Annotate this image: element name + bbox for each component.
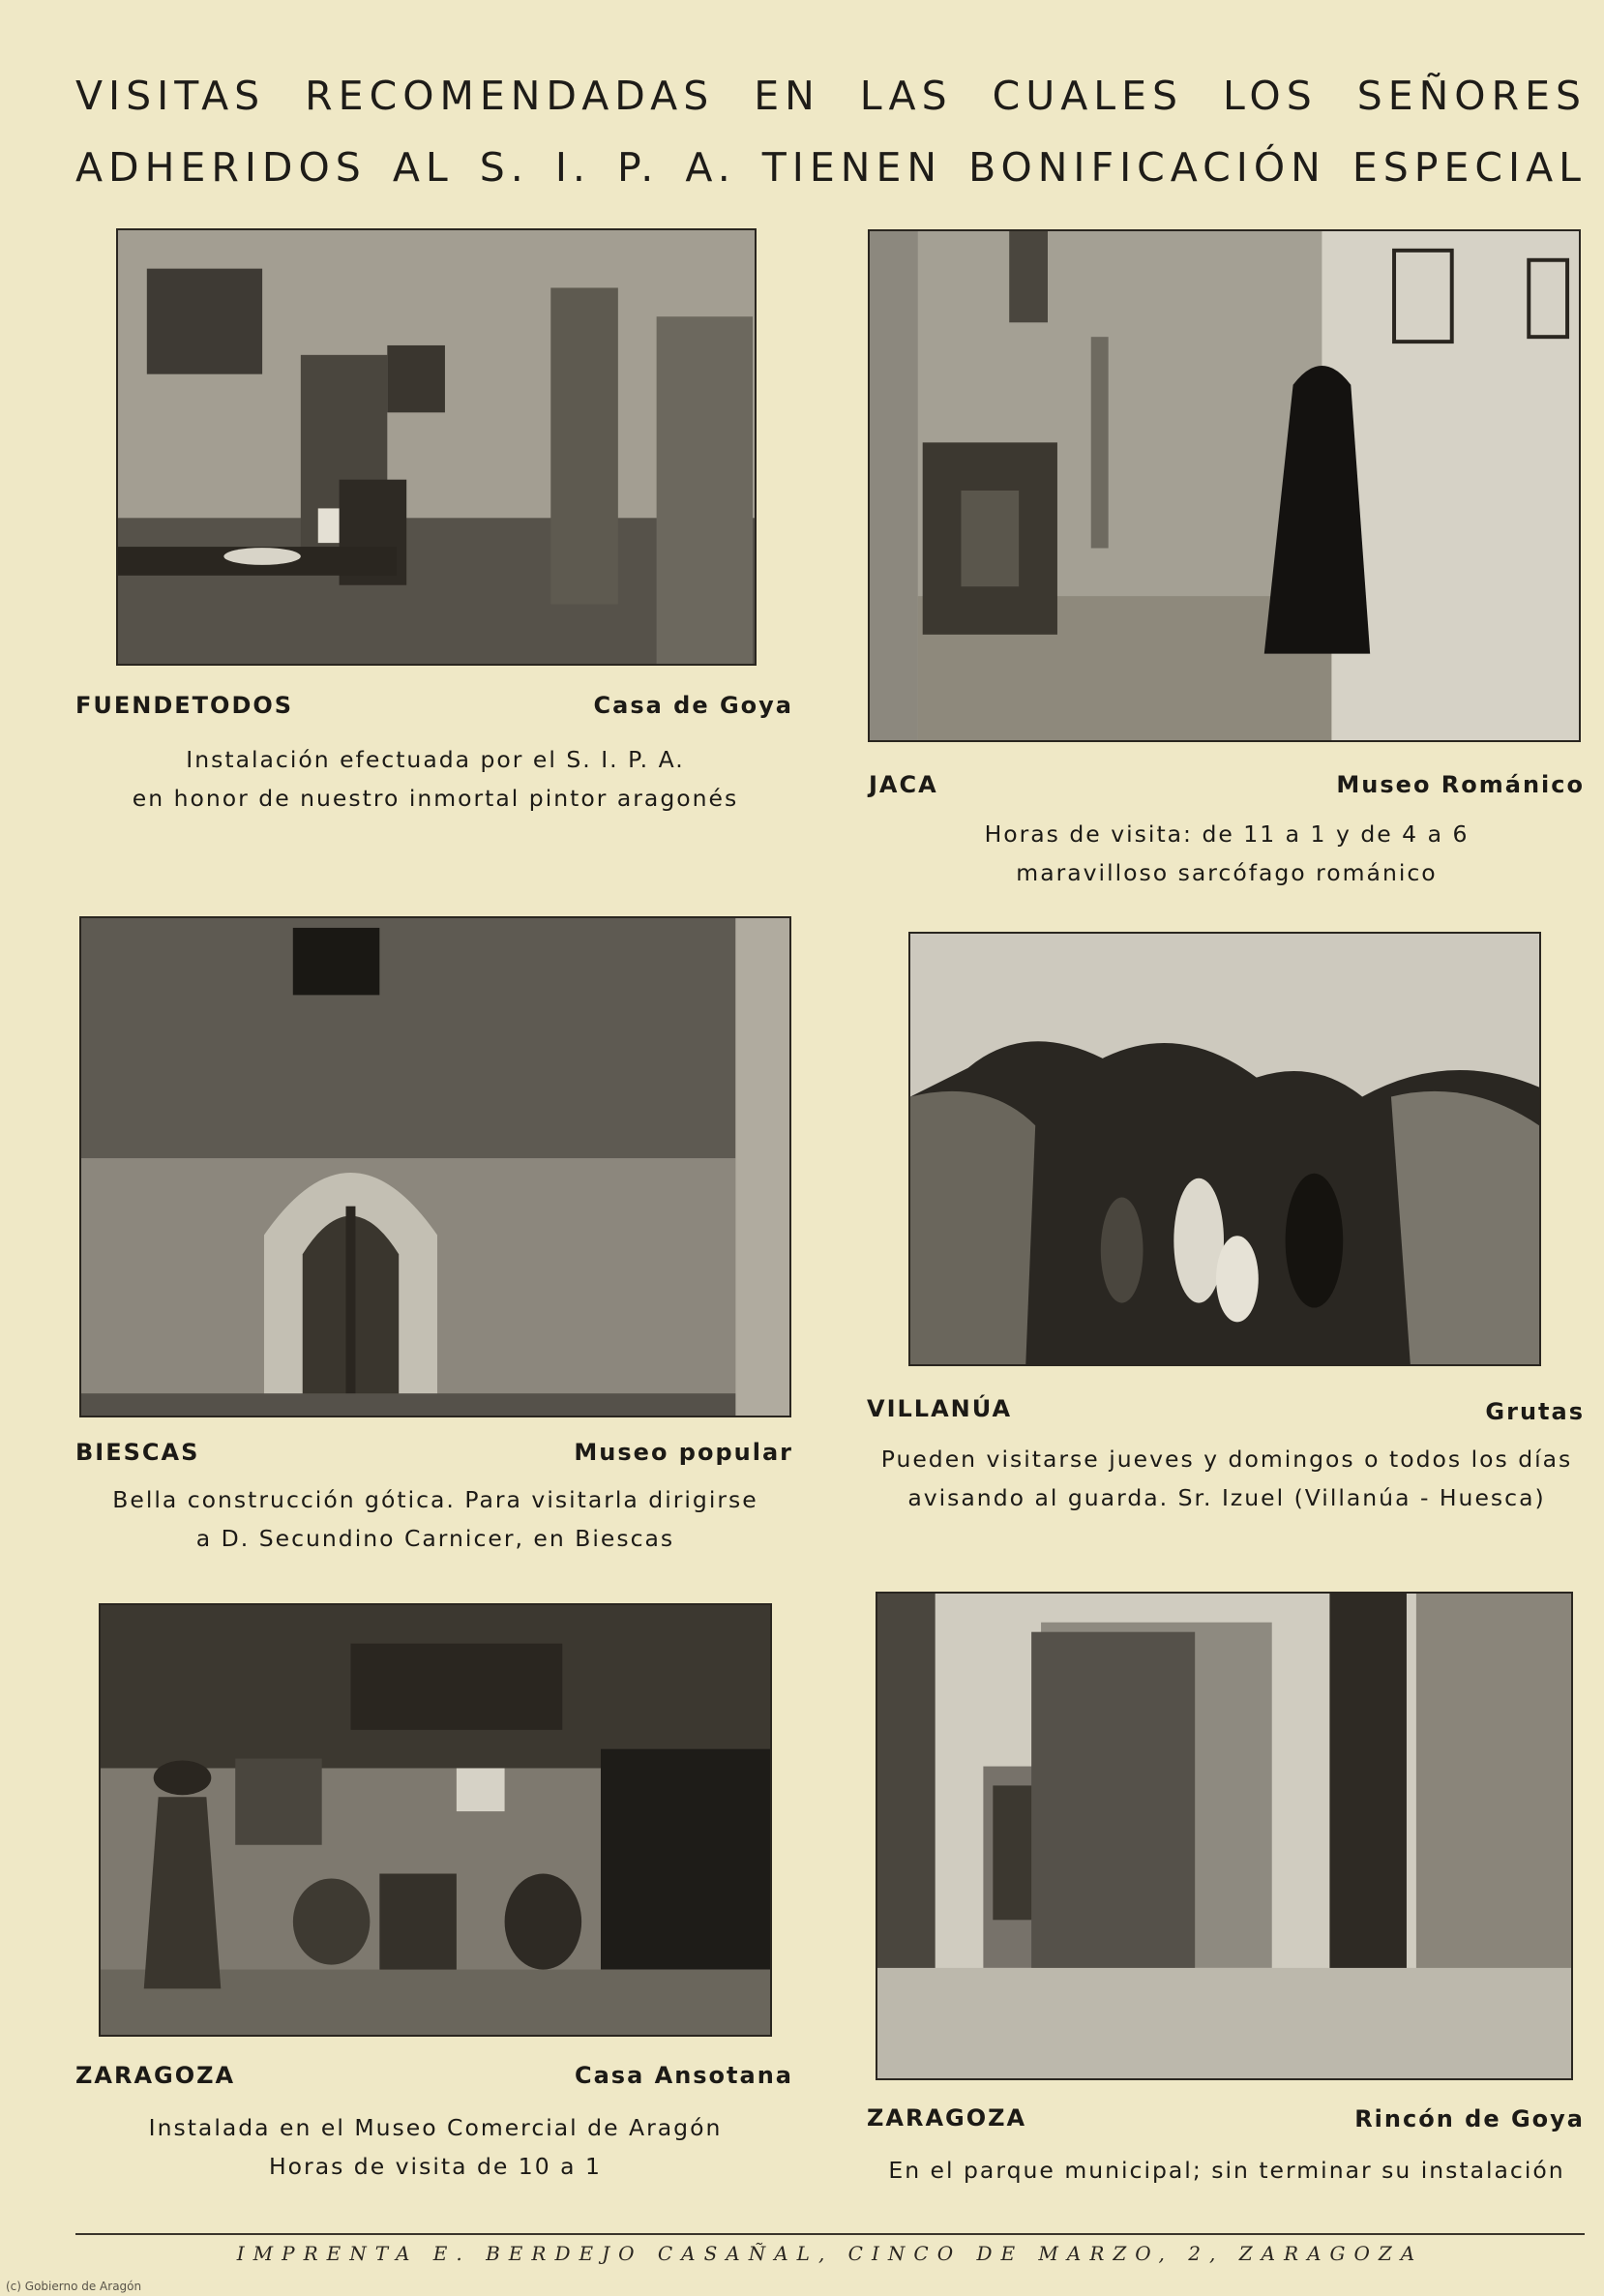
- entry-3-place: Museo popular: [574, 1439, 793, 1466]
- entry-4-place: Grutas: [1485, 1398, 1585, 1425]
- entry-4-description: Pueden visitarse jueves y domingos o todos los días avisando al guarda. Sr. Izuel (Villanúa - Huesca): [880, 1446, 1573, 1511]
- footer-divider: [75, 2233, 1585, 2235]
- entry-1-place: Casa de Goya: [593, 692, 793, 719]
- entry-6-city: ZARAGOZA: [867, 2104, 1027, 2132]
- printer-footer: IMPRENTA E. BERDEJO CASAÑAL, CINCO DE MARZO, 2, ZARAGOZA: [236, 2242, 1424, 2265]
- entry-1-city: FUENDETODOS: [75, 692, 294, 719]
- photo-jaca-museum: [868, 229, 1581, 742]
- photo-rincon-de-goya: [876, 1592, 1573, 2080]
- entry-4-city: VILLANÚA: [867, 1395, 1013, 1422]
- photo-fuendetodos-interior: [116, 228, 757, 666]
- entry-2-place: Museo Románico: [1336, 771, 1585, 798]
- entry-6-place: Rincón de Goya: [1354, 2105, 1585, 2132]
- copyright-notice: (c) Gobierno de Aragón: [6, 2280, 142, 2293]
- entry-6-description: En el parque municipal; sin terminar su instalación: [888, 2157, 1565, 2184]
- entry-2-city: JACA: [869, 771, 938, 798]
- entry-3-city: BIESCAS: [75, 1439, 200, 1466]
- entry-5-city: ZARAGOZA: [75, 2062, 236, 2089]
- photo-biescas-facade: [79, 916, 791, 1417]
- entry-3-description: Bella construcción gótica. Para visitarla dirigirse a D. Secundino Carnicer, en Biescas: [112, 1486, 758, 1552]
- photo-villanua-caves: [908, 932, 1541, 1366]
- entry-5-description: Instalada en el Museo Comercial de Aragón Horas de visita de 10 a 1: [148, 2114, 723, 2180]
- photo-casa-ansotana: [99, 1603, 772, 2037]
- entry-1-description: Instalación efectuada por el S. I. P. A. en honor de nuestro inmortal pintor aragonés: [132, 746, 739, 812]
- entry-5-place: Casa Ansotana: [574, 2062, 793, 2089]
- page-title-line-1: VISITAS RECOMENDADAS EN LAS CUALES LOS SEÑORES: [75, 73, 1587, 120]
- entry-2-description: Horas de visita: de 11 a 1 y de 4 a 6 maravilloso sarcófago románico: [984, 820, 1470, 886]
- page-title-line-2: ADHERIDOS AL S. I. P. A. TIENEN BONIFICACIÓN ESPECIAL: [75, 144, 1587, 192]
